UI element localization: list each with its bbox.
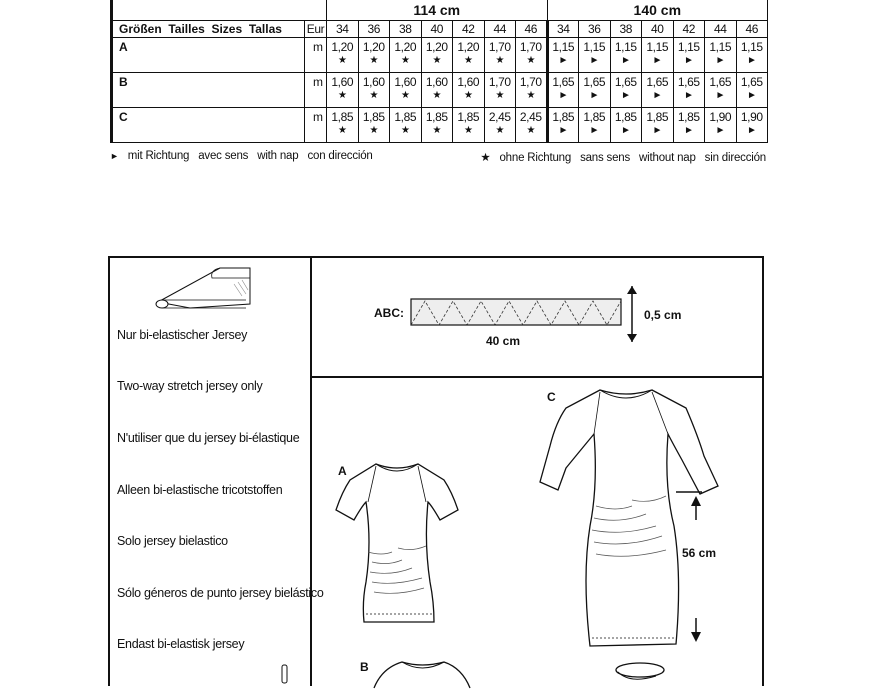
view-c-length-label: 56 cm (682, 546, 717, 560)
nap-indicator: ★ (463, 90, 473, 101)
yardage-cell (736, 73, 768, 108)
yardage-cell (421, 108, 453, 143)
sizes-header-label: Größen Tailles Sizes Tallas (112, 21, 305, 38)
nap-indicator: ★ (369, 90, 379, 101)
size-header: 44 (705, 21, 737, 38)
yardage-value: 1,15 (677, 40, 700, 54)
size-header: 36 (579, 21, 611, 38)
yardage-value: 1,85 (677, 110, 700, 124)
size-header: 38 (610, 21, 642, 38)
nap-indicator: ★ (463, 55, 473, 66)
yardage-value: 1,65 (552, 75, 575, 89)
yardage-cell (736, 108, 768, 143)
nap-indicator: ► (715, 125, 726, 136)
nap-indicator: ► (747, 125, 757, 136)
fabric-note-es: Sólo géneros de punto jersey bielástico (117, 586, 324, 600)
nap-indicator: ★ (495, 125, 505, 136)
yardage-cell (610, 38, 642, 73)
yardage-value: 1,70 (519, 75, 542, 89)
nap-indicator: ★ (526, 125, 536, 136)
yardage-cell (453, 38, 485, 73)
nap-indicator: ► (747, 90, 757, 101)
nap-indicator: ► (684, 55, 694, 66)
size-header: 44 (484, 21, 516, 38)
stretch-marker-icon (281, 663, 289, 683)
yardage-value: 2,45 (488, 110, 511, 124)
yardage-cell (453, 108, 485, 143)
yardage-cell (579, 73, 611, 108)
strip-width-label: 0,5 cm (644, 308, 682, 322)
yardage-table (110, 0, 768, 143)
size-header: 46 (736, 21, 768, 38)
fabric-bolt-icon (150, 264, 260, 312)
yardage-cell (484, 38, 516, 73)
yardage-cell (705, 108, 737, 143)
binding-strip-diagram (410, 298, 622, 326)
nap-indicator: ► (684, 90, 694, 101)
yardage-cell (358, 73, 390, 108)
view-d-drawing (610, 660, 670, 690)
view-c-label: C (547, 390, 556, 404)
view-b-label: B (360, 660, 369, 674)
yardage-value: 1,60 (331, 75, 354, 89)
yardage-cell (547, 38, 579, 73)
nap-indicator: ► (684, 125, 694, 136)
yardage-value: 1,60 (425, 75, 448, 89)
nap-indicator: ★ (432, 125, 442, 136)
strip-width-arrow-icon (626, 284, 638, 344)
legend-text: with nap (257, 150, 299, 162)
size-header: 46 (516, 21, 548, 38)
fabric-width-114: 114 cm (327, 0, 548, 21)
nap-indicator: ► (652, 125, 663, 136)
yardage-cell (610, 108, 642, 143)
yardage-row-b (112, 73, 768, 108)
yardage-cell (547, 108, 579, 143)
nap-indicator: ► (558, 125, 569, 136)
yardage-cell (736, 38, 768, 73)
yardage-value: 1,65 (583, 75, 606, 89)
yardage-cell (642, 38, 674, 73)
legend-text: sin dirección (704, 152, 766, 164)
yardage-cell (484, 73, 516, 108)
yardage-value: 1,85 (331, 110, 354, 124)
yardage-value: 1,20 (331, 40, 354, 54)
yardage-value: 1,15 (614, 40, 637, 54)
yardage-cell (390, 73, 422, 108)
yardage-cell (484, 108, 516, 143)
binding-strip-box (310, 258, 762, 378)
nap-indicator: ★ (337, 55, 347, 66)
nap-indicator: ► (589, 90, 600, 101)
legend-text: con dirección (307, 150, 373, 162)
nap-indicator: ★ (337, 90, 347, 101)
legend-without-nap (480, 150, 766, 164)
yardage-cell (453, 73, 485, 108)
size-header: 34 (327, 21, 359, 38)
yardage-value: 1,70 (488, 75, 511, 89)
nap-indicator: ★ (495, 55, 505, 66)
legend-with-nap (110, 150, 373, 162)
yardage-value: 1,20 (457, 40, 480, 54)
view-a-top-drawing (332, 462, 462, 626)
yardage-value: 1,85 (394, 110, 417, 124)
size-header: 40 (642, 21, 674, 38)
yardage-value: 1,90 (709, 110, 732, 124)
yardage-value: 1,65 (677, 75, 700, 89)
legend-text: ohne Richtung (499, 152, 572, 164)
nap-indicator: ► (747, 55, 757, 66)
unit-label: m (305, 108, 327, 143)
yardage-value: 1,15 (740, 40, 763, 54)
yardage-cell (673, 73, 705, 108)
yardage-cell (516, 38, 548, 73)
yardage-cell (705, 73, 737, 108)
yardage-cell (390, 108, 422, 143)
size-header-row (112, 21, 768, 38)
yardage-value: 1,65 (709, 75, 732, 89)
nap-indicator: ► (621, 55, 631, 66)
yardage-cell (579, 38, 611, 73)
nap-indicator: ► (589, 55, 600, 66)
nap-indicator: ► (589, 125, 600, 136)
nap-indicator: ★ (400, 90, 410, 101)
strip-views-label: ABC: (374, 306, 404, 320)
fabric-note-it: Solo jersey bielastico (117, 534, 228, 548)
yardage-cell (673, 38, 705, 73)
yardage-value: 1,65 (740, 75, 763, 89)
nap-indicator: ► (715, 55, 726, 66)
unit-label: m (305, 73, 327, 108)
view-a-label: A (338, 464, 347, 478)
size-header: 42 (673, 21, 705, 38)
yardage-value: 1,60 (362, 75, 385, 89)
nap-indicator: ★ (400, 125, 410, 136)
nap-indicator: ► (715, 90, 726, 101)
yardage-cell (673, 108, 705, 143)
legend-text: avec sens (198, 150, 249, 162)
yardage-value: 1,85 (457, 110, 480, 124)
yardage-row-a (112, 38, 768, 73)
yardage-value: 1,20 (394, 40, 417, 54)
fabric-note-sv: Endast bi-elastisk jersey (117, 637, 245, 651)
size-header: 40 (421, 21, 453, 38)
yardage-value: 1,85 (583, 110, 606, 124)
yardage-row-c (112, 108, 768, 143)
yardage-cell (705, 38, 737, 73)
fabric-note-en: Two-way stretch jersey only (117, 379, 263, 393)
eur-header: Eur (305, 21, 327, 38)
nap-indicator: ► (558, 55, 569, 66)
nap-indicator: ★ (432, 90, 442, 101)
yardage-cell (358, 108, 390, 143)
view-b-drawing (372, 658, 472, 688)
nap-indicator: ► (621, 90, 631, 101)
nap-indicator: ★ (369, 55, 379, 66)
yardage-value: 1,65 (614, 75, 637, 89)
size-header: 38 (390, 21, 422, 38)
table-corner (112, 0, 327, 21)
yardage-value: 1,85 (425, 110, 448, 124)
fabric-note-fr: N'utiliser que du jersey bi-élastique (117, 431, 300, 445)
legend-text: sans sens (580, 152, 631, 164)
yardage-cell (516, 73, 548, 108)
nap-indicator: ★ (495, 90, 505, 101)
yardage-value: 1,70 (488, 40, 511, 54)
strip-length-label: 40 cm (486, 334, 521, 348)
nap-indicator: ★ (432, 55, 442, 66)
yardage-value: 1,85 (614, 110, 637, 124)
nap-indicator: ★ (526, 90, 536, 101)
yardage-value: 1,85 (646, 110, 669, 124)
fabric-and-views-panel (108, 256, 764, 686)
yardage-value: 1,65 (646, 75, 669, 89)
yardage-cell (327, 38, 359, 73)
fabric-column (110, 258, 324, 686)
yardage-value: 1,20 (362, 40, 385, 54)
yardage-cell (327, 73, 359, 108)
no-nap-symbol: ★ (480, 152, 491, 164)
yardage-value: 2,45 (519, 110, 542, 124)
size-header: 36 (358, 21, 390, 38)
size-header: 34 (547, 21, 579, 38)
yardage-value: 1,15 (583, 40, 606, 54)
yardage-cell (579, 108, 611, 143)
yardage-value: 1,60 (457, 75, 480, 89)
yardage-cell (642, 108, 674, 143)
yardage-cell (358, 38, 390, 73)
fabric-note-de: Nur bi-elastischer Jersey (117, 328, 248, 342)
nap-indicator: ★ (400, 55, 410, 66)
nap-indicator: ► (558, 90, 569, 101)
nap-symbol: ► (110, 151, 119, 161)
yardage-value: 1,85 (552, 110, 575, 124)
yardage-cell (610, 73, 642, 108)
nap-indicator: ► (652, 55, 663, 66)
yardage-cell (547, 73, 579, 108)
yardage-cell (516, 108, 548, 143)
yardage-cell (327, 108, 359, 143)
yardage-value: 1,85 (362, 110, 385, 124)
size-header: 42 (453, 21, 485, 38)
yardage-value: 1,20 (425, 40, 448, 54)
yardage-value: 1,90 (740, 110, 763, 124)
yardage-cell (642, 73, 674, 108)
nap-indicator: ► (652, 90, 663, 101)
view-label: A (112, 38, 305, 73)
nap-indicator: ★ (337, 125, 347, 136)
fabric-width-140: 140 cm (547, 0, 768, 21)
yardage-value: 1,15 (552, 40, 575, 54)
view-label: C (112, 108, 305, 143)
legend-text: mit Richtung (127, 150, 190, 162)
nap-indicator: ► (621, 125, 631, 136)
fabric-note-nl: Alleen bi-elastische tricotstoffen (117, 483, 283, 497)
yardage-cell (421, 38, 453, 73)
nap-indicator: ★ (369, 125, 379, 136)
length-measure-icon (674, 490, 717, 650)
yardage-value: 1,60 (394, 75, 417, 89)
legend-text: without nap (639, 152, 696, 164)
yardage-value: 1,15 (709, 40, 732, 54)
unit-label: m (305, 38, 327, 73)
yardage-value: 1,15 (646, 40, 669, 54)
nap-indicator: ★ (463, 125, 473, 136)
yardage-cell (390, 38, 422, 73)
nap-indicator: ★ (526, 55, 536, 66)
yardage-value: 1,70 (519, 40, 542, 54)
yardage-cell (421, 73, 453, 108)
view-label: B (112, 73, 305, 108)
